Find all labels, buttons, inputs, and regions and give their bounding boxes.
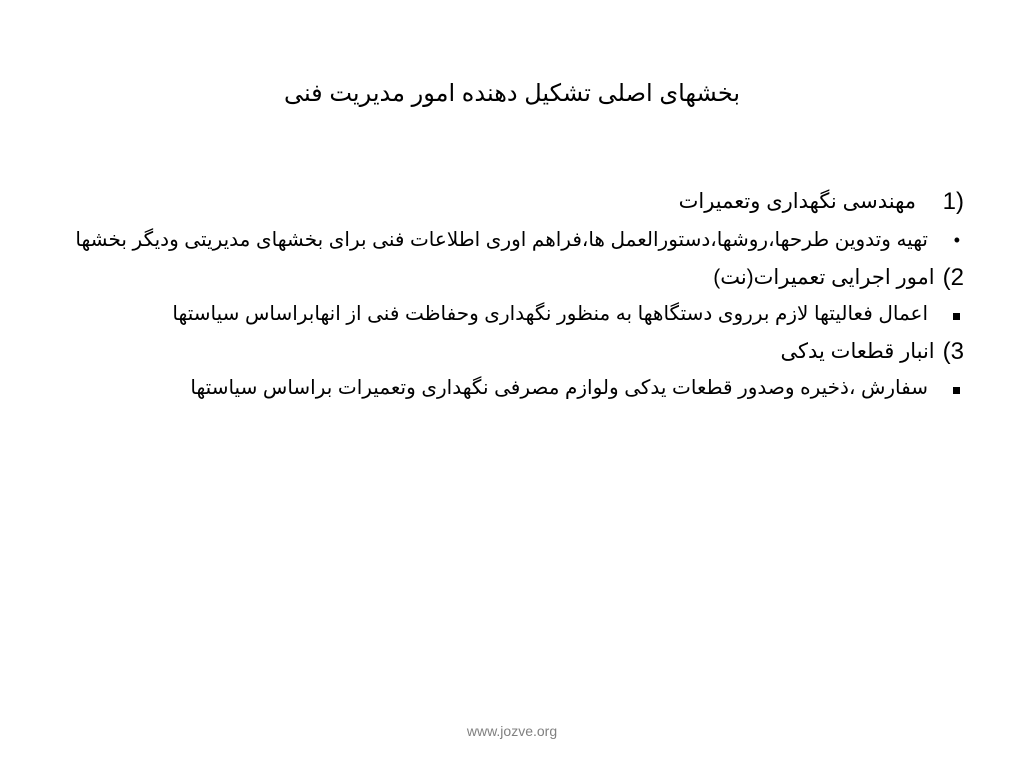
- section-2-heading: [64, 261, 964, 295]
- section-2-bullet: [64, 299, 964, 329]
- section-3-bullet: [64, 373, 964, 403]
- section-1-number: 1): [942, 188, 964, 215]
- section-3-heading: [64, 335, 964, 369]
- section-3-bullet-text: سفارش ،ذخیره وصدور قطعات یدکی ولوازم مصرفی نگهداری وتعمیرات براساس سیاستها: [190, 377, 928, 399]
- section-3-number: 3): [942, 338, 964, 365]
- section-3-title: انبار قطعات یدکی: [780, 340, 935, 363]
- footer-url: www.jozve.org: [466, 723, 558, 739]
- slide-title: بخشهای اصلی تشکیل دهنده امور مدیریت فنی: [283, 80, 741, 107]
- slide-content: [64, 185, 964, 409]
- section-1-title: مهندسی نگهداری وتعمیرات: [678, 190, 916, 213]
- section-1-bullet-text: تهیه وتدوین طرحها،روشها،دستورالعمل ها،فراهم اوری اطلاعات فنی برای بخشهای مدیریتی ودیگر بخشها: [75, 229, 928, 251]
- square-bullet-icon: [953, 313, 960, 320]
- section-1-heading: [64, 185, 964, 219]
- section-1-bullet: [64, 225, 964, 255]
- section-2-title: امور اجرایی تعمیرات(نت): [713, 266, 935, 289]
- square-bullet-icon: [953, 387, 960, 394]
- section-2-bullet-text: اعمال فعالیتها لازم برروی دستگاهها به منظور نگهداری وحفاظت فنی از انهابراساس سیاستها: [172, 303, 928, 325]
- round-bullet-icon: •: [953, 230, 960, 250]
- section-2-number: 2): [942, 264, 964, 291]
